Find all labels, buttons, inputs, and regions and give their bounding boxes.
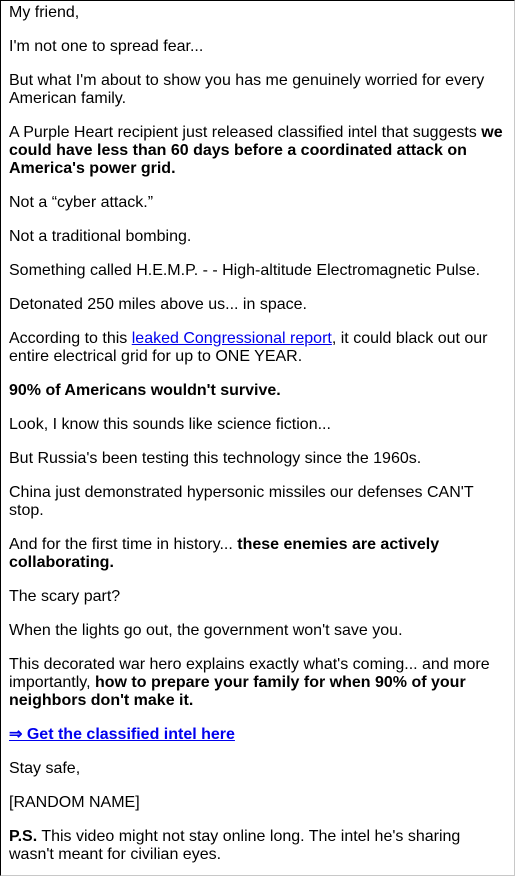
ps-text: This video might not stay online long. The intel he's sharing wasn't meant for civilian eyes. — [9, 828, 461, 863]
greeting: My friend, — [9, 4, 80, 21]
paragraph-china: China just demonstrated hypersonic missiles our defenses CAN'T stop. — [9, 484, 474, 519]
paragraph-text: According to this — [9, 330, 132, 347]
emphasis-text: 90% of Americans wouldn't survive. — [9, 382, 281, 399]
paragraph-text: A Purple Heart recipient just released classified intel that suggests — [9, 124, 482, 141]
ps-label: P.S. — [9, 828, 38, 845]
paragraph-russia: But Russia's been testing this technology since the 1960s. — [9, 450, 422, 467]
paragraph-collaborating — [9, 536, 504, 572]
paragraph-science-fiction: Look, I know this sounds like science fiction... — [9, 416, 331, 433]
paragraph-cyber-attack: Not a “cyber attack.” — [9, 194, 154, 211]
paragraph-text: , it could black out our entire electrical grid for up to ONE YEAR. — [9, 330, 488, 365]
paragraph-detonated: Detonated 250 miles above us... in space. — [9, 296, 307, 313]
paragraph-lights-out: When the lights go out, the government won't save you. — [9, 622, 403, 639]
paragraph-scary-part: The scary part? — [9, 588, 121, 605]
paragraph-intro: I'm not one to spread fear... — [9, 38, 204, 55]
paragraph-text: This decorated war hero explains exactly what's coming... and more importantly, — [9, 656, 490, 691]
postscript — [9, 828, 504, 864]
paragraph-survival — [9, 382, 504, 400]
paragraph-bombing: Not a traditional bombing. — [9, 228, 192, 245]
emphasis-text: these enemies are actively collaborating. — [9, 536, 440, 571]
cta-paragraph — [9, 726, 504, 744]
signoff: Stay safe, — [9, 760, 81, 777]
paragraph-worried: But what I'm about to show you has me genuinely worried for every American family. — [9, 72, 485, 107]
email-body — [1, 1, 504, 864]
emphasis-text: we could have less than 60 days before a coordinated attack on America's power grid. — [9, 124, 503, 177]
paragraph-war-hero — [9, 656, 504, 710]
cta-link[interactable]: ⇒ Get the classified intel here — [9, 726, 235, 743]
report-link[interactable]: leaked Congressional report — [131, 330, 332, 347]
emphasis-text: how to prepare your family for when 90% of your neighbors don't make it. — [9, 674, 466, 709]
paragraph-report — [9, 330, 504, 366]
paragraph-purple-heart — [9, 124, 504, 178]
sender-name: [RANDOM NAME] — [9, 794, 140, 811]
paragraph-hemp: Something called H.E.M.P. - - High-altitude Electromagnetic Pulse. — [9, 262, 481, 279]
paragraph-text: And for the first time in history... — [9, 536, 238, 553]
